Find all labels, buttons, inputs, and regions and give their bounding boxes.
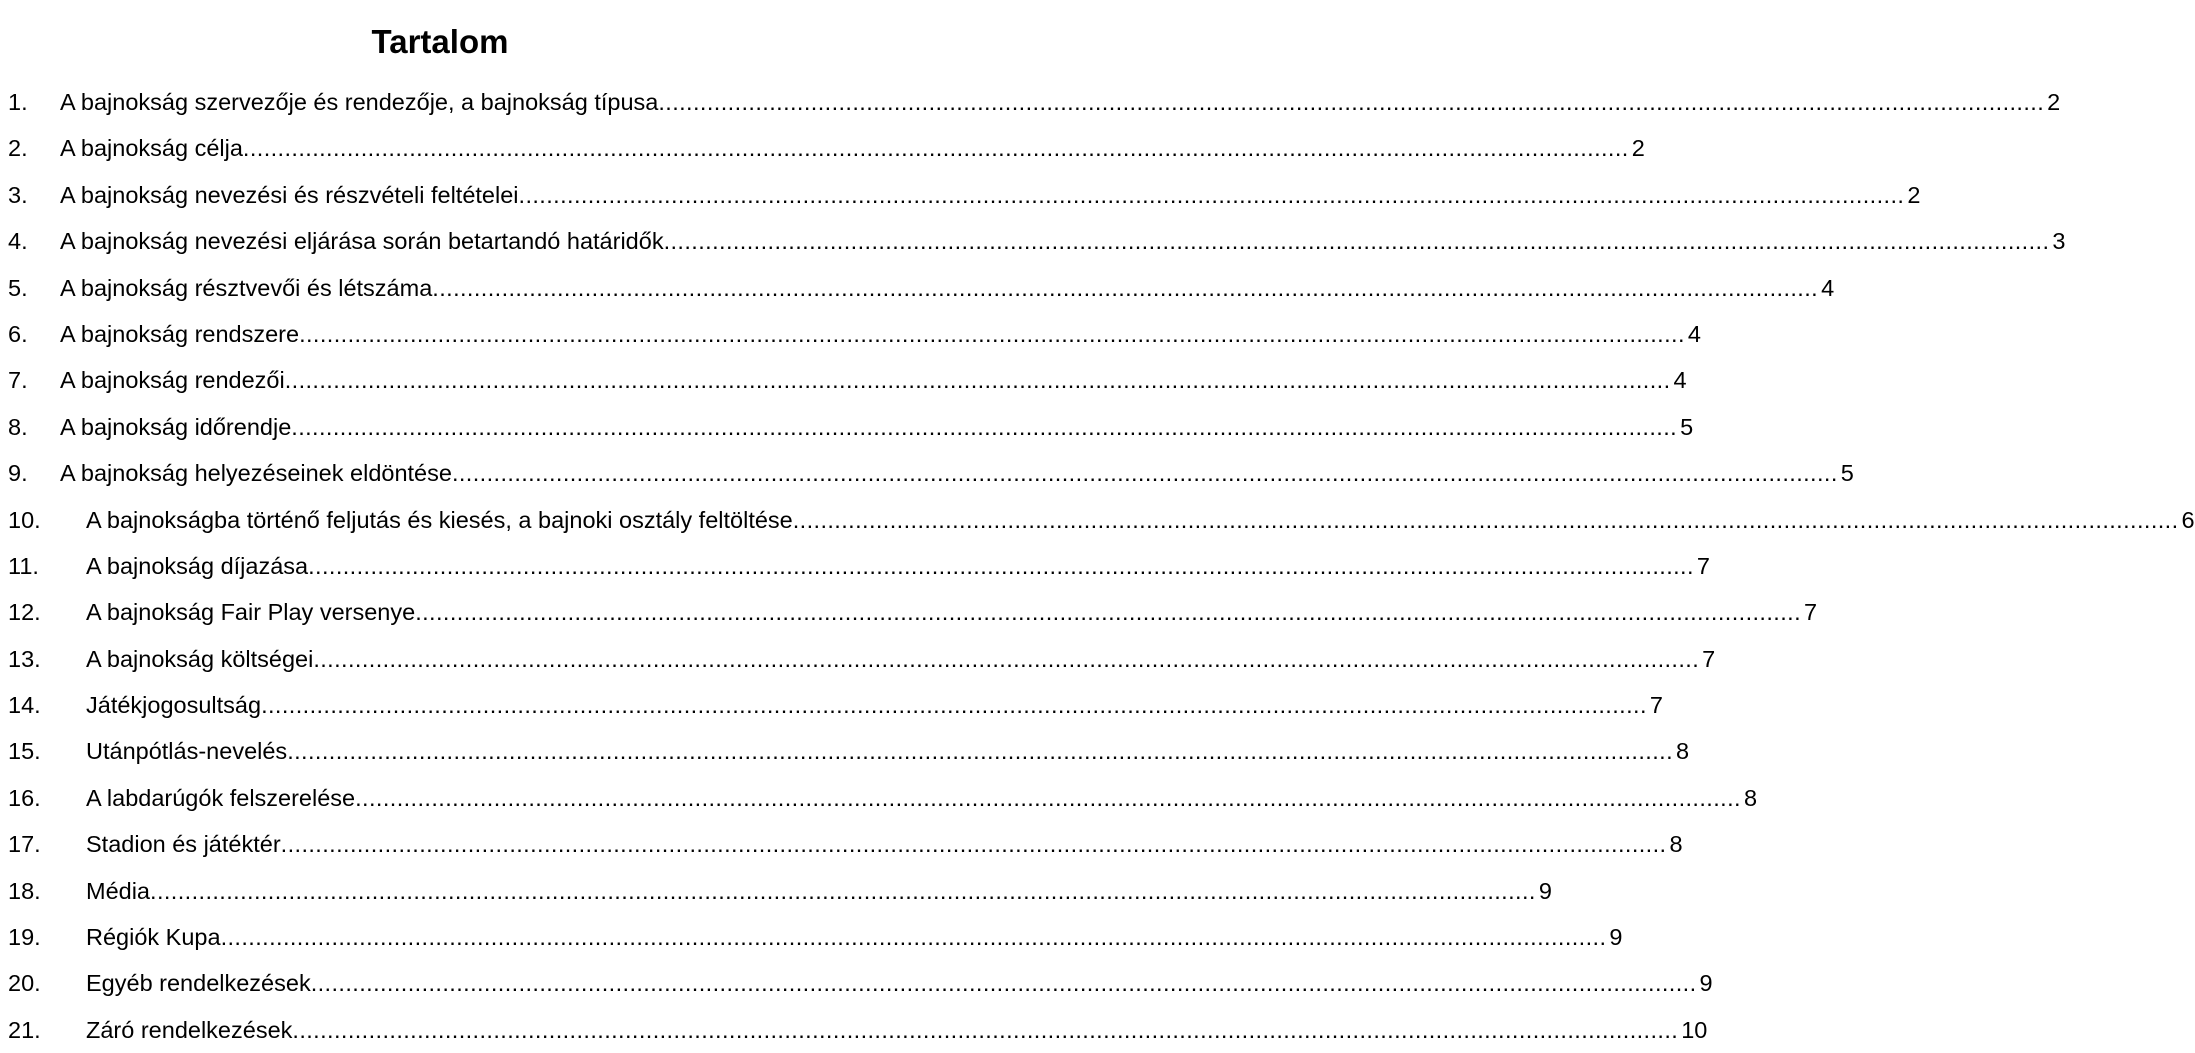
toc-entry-body xyxy=(86,728,1690,774)
toc-entry-body xyxy=(86,960,1713,1006)
toc-entry-number: 17. xyxy=(8,831,41,858)
toc-entry-title[interactable]: A bajnokságba történő feljutás és kiesés, a bajnoki osztály feltöltése xyxy=(86,506,793,533)
toc-entry-number: 10. xyxy=(8,506,41,533)
toc-entry-number: 15. xyxy=(8,738,41,765)
toc-entry[interactable] xyxy=(8,543,1710,589)
toc-entry-number: 6. xyxy=(8,320,28,347)
toc-entry-title[interactable]: A bajnokság szervezője és rendezője, a bajnokság típusa xyxy=(60,89,659,115)
toc-entry-number: 14. xyxy=(8,692,41,719)
toc-dot-leader xyxy=(299,311,1685,357)
toc-dot-leader xyxy=(281,821,1667,867)
toc-entry-page-number: 9 xyxy=(1609,924,1623,951)
toc-entry-title[interactable]: A bajnokság Fair Play versenye xyxy=(86,599,416,626)
toc-entry-page-number: 7 xyxy=(1696,552,1710,579)
toc-entry-title[interactable]: Utánpótlás-nevelés xyxy=(86,738,288,765)
toc-entry-body xyxy=(86,636,1716,682)
toc-entry-title[interactable]: Záró rendelkezések xyxy=(86,1016,293,1043)
toc-entry-number: 21. xyxy=(8,1016,41,1043)
toc-entry-body xyxy=(86,589,1818,635)
toc-entry-body xyxy=(60,218,2066,264)
toc-entry-page-number: 10 xyxy=(1681,1016,1708,1043)
toc-entry[interactable] xyxy=(8,497,2195,543)
toc-entry-body xyxy=(60,404,1694,450)
toc-entry-body xyxy=(86,543,1710,589)
toc-entry[interactable] xyxy=(8,357,1687,403)
toc-dot-leader xyxy=(519,172,1905,218)
toc-entry[interactable] xyxy=(8,636,1716,682)
toc-entry-body xyxy=(60,79,2061,125)
toc-entry-page-number: 4 xyxy=(1673,367,1687,394)
toc-entry-title[interactable]: A bajnokság rendezői xyxy=(60,367,285,394)
toc-entry-page-number: 2 xyxy=(2047,89,2061,115)
toc-entry[interactable] xyxy=(8,589,1818,635)
toc-entry-page-number: 6 xyxy=(2181,506,2195,533)
toc-entry[interactable] xyxy=(8,125,1645,171)
page-title: Tartalom xyxy=(371,23,509,61)
toc-entry-body xyxy=(86,682,1663,728)
toc-entry-page-number: 7 xyxy=(1702,645,1716,672)
toc-entry-number: 19. xyxy=(8,924,41,951)
toc-entry[interactable] xyxy=(8,1007,1708,1053)
toc-entry-number: 11. xyxy=(8,552,39,579)
toc-entry-page-number: 4 xyxy=(1821,274,1835,301)
toc-entry-number: 9. xyxy=(8,460,28,487)
toc-entry-title[interactable]: Régiók Kupa xyxy=(86,924,221,951)
toc-entry-page-number: 3 xyxy=(2052,228,2066,255)
toc-entry-page-number: 7 xyxy=(1804,599,1818,626)
toc-dot-leader xyxy=(221,914,1607,960)
toc-entry-title[interactable]: A bajnokság helyezéseinek eldöntése xyxy=(60,460,452,487)
toc-entry-title[interactable]: A labdarúgók felszerelése xyxy=(86,784,356,811)
toc-dot-leader xyxy=(793,497,2179,543)
toc-entry-title[interactable]: A bajnokság időrendje xyxy=(60,413,292,440)
toc-entry[interactable] xyxy=(8,79,2061,125)
toc-entry-page-number: 8 xyxy=(1743,784,1758,811)
toc-entry-number: 4. xyxy=(8,228,28,255)
toc-entry-title[interactable]: Egyéb rendelkezések xyxy=(86,970,311,997)
toc-entry[interactable] xyxy=(8,450,1854,496)
toc-entry-page-number: 8 xyxy=(1676,738,1690,765)
toc-entry-number: 12. xyxy=(8,599,41,626)
toc-entry-body xyxy=(60,172,1921,218)
toc-entry-number: 13. xyxy=(8,645,41,672)
toc-entry-body xyxy=(86,868,1552,914)
toc-entry-number: 2. xyxy=(8,135,28,162)
toc-entry-number: 8. xyxy=(8,413,28,440)
toc-dot-leader xyxy=(452,450,1838,496)
toc-entry-title[interactable]: A bajnokság költségei xyxy=(86,645,314,672)
toc-dot-leader xyxy=(287,728,1673,774)
toc-entry-title[interactable]: A bajnokság résztvevői és létszáma xyxy=(60,274,433,301)
toc-entry[interactable] xyxy=(8,728,1690,774)
toc-entry[interactable] xyxy=(8,311,1701,357)
toc-entry-page-number: 9 xyxy=(1699,970,1713,997)
toc-entry-number: 7. xyxy=(8,367,28,394)
toc-entry-number: 20. xyxy=(8,970,41,997)
toc-dot-leader xyxy=(415,589,1801,635)
toc-entry-body xyxy=(86,1007,1708,1053)
toc-dot-leader xyxy=(285,357,1671,403)
toc-entry-page-number: 2 xyxy=(1907,181,1921,208)
toc-dot-leader xyxy=(311,960,1697,1006)
toc-dot-leader xyxy=(308,543,1694,589)
toc-entry-body xyxy=(60,450,1854,496)
toc-entry-title[interactable]: Stadion és játéktér xyxy=(86,831,281,858)
toc-entry-page-number: 9 xyxy=(1538,877,1552,904)
toc-dot-leader xyxy=(355,775,1741,821)
toc-entry-body xyxy=(60,125,1645,171)
toc-dot-leader xyxy=(313,636,1699,682)
toc-entry-title[interactable]: Média xyxy=(86,877,151,904)
toc-dot-leader xyxy=(150,868,1536,914)
toc-entry-page-number: 8 xyxy=(1669,831,1683,858)
toc-dot-leader xyxy=(292,1007,1678,1053)
toc-entry-body xyxy=(86,914,1623,960)
toc-dot-leader xyxy=(432,265,1818,311)
toc-entry[interactable] xyxy=(8,821,1683,867)
toc-entry[interactable] xyxy=(8,868,1552,914)
toc-entry-number: 16. xyxy=(8,784,41,811)
toc-entry-title[interactable]: A bajnokság díjazása xyxy=(86,552,309,579)
toc-dot-leader xyxy=(658,79,2044,125)
toc-entry[interactable] xyxy=(8,682,1663,728)
toc-dot-leader xyxy=(261,682,1647,728)
toc-dot-leader xyxy=(664,218,2050,264)
toc-entry[interactable] xyxy=(8,914,1623,960)
toc-entry-number: 5. xyxy=(8,274,28,301)
toc-entry-number: 1. xyxy=(8,89,28,115)
toc-entry-page-number: 7 xyxy=(1649,692,1663,719)
table-of-contents xyxy=(8,79,2195,1053)
toc-entry-title[interactable]: A bajnokság nevezési és részvételi feltételei xyxy=(60,181,519,208)
toc-entry-body xyxy=(86,497,2195,543)
toc-entry-number: 3. xyxy=(8,181,28,208)
toc-entry-body xyxy=(60,357,1687,403)
toc-entry-number: 18. xyxy=(8,877,41,904)
toc-entry-title[interactable]: A bajnokság nevezési eljárása során betartandó határidők xyxy=(60,228,664,255)
toc-entry-body xyxy=(86,821,1683,867)
toc-dot-leader xyxy=(243,125,1629,171)
toc-entry[interactable] xyxy=(8,775,1758,821)
toc-entry[interactable] xyxy=(8,265,1835,311)
toc-entry-title[interactable]: Játékjogosultság xyxy=(86,692,262,719)
toc-entry-title[interactable]: A bajnokság célja xyxy=(60,135,243,162)
toc-entry-title[interactable]: A bajnokság rendszere xyxy=(60,320,300,347)
toc-entry[interactable] xyxy=(8,218,2066,264)
toc-entry-body xyxy=(60,311,1701,357)
toc-entry-body xyxy=(86,775,1758,821)
toc-entry-page-number: 5 xyxy=(1840,460,1854,487)
toc-entry-page-number: 5 xyxy=(1680,413,1694,440)
toc-dot-leader xyxy=(291,404,1677,450)
toc-entry[interactable] xyxy=(8,172,1921,218)
toc-entry[interactable] xyxy=(8,404,1694,450)
toc-entry[interactable] xyxy=(8,960,1713,1006)
toc-entry-page-number: 2 xyxy=(1631,135,1645,162)
toc-entry-body xyxy=(60,265,1835,311)
toc-entry-page-number: 4 xyxy=(1687,320,1701,347)
